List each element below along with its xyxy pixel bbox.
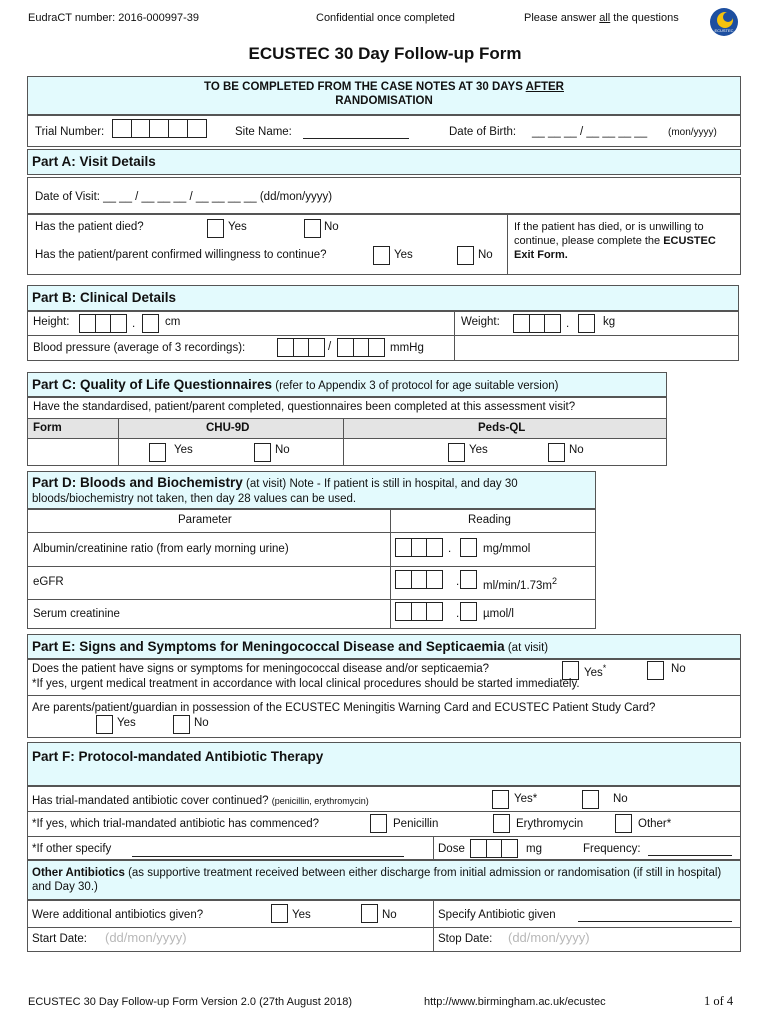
trial-info-row: Trial Number: Site Name: Date of Birth: __ __ __ / __ __ __ __ (mon/yyyy) xyxy=(27,115,741,147)
exit-form-note: If the patient has died, or is unwilling to continue, please complete the ECUSTEC Exit Form. xyxy=(514,221,716,261)
part-c-table: Have the standardised, patient/parent completed, questionnaires been completed at this assessment visit? Form CHU-9D Peds-QL Yes No Yes No xyxy=(27,397,667,466)
stop-date-input[interactable]: (dd/mon/yyyy) xyxy=(508,930,590,945)
other-antibiotics-header: Other Antibiotics (as supportive treatment received between either discharge from initial admission or randomisation (if still in hospital) and Day 30.) xyxy=(27,860,741,900)
additional-yes-checkbox[interactable] xyxy=(271,904,288,923)
bp-diastolic-input[interactable] xyxy=(337,338,385,357)
albumin-decimal-input[interactable] xyxy=(460,538,477,557)
part-a-questions: Has the patient died? Yes No Has the patient/parent confirmed willingness to continue? Yes No If the patient has died, or is unwilling to continue, please complete the ECUSTEC Exit Form. xyxy=(27,214,741,275)
start-date-input[interactable]: (dd/mon/yyyy) xyxy=(105,930,187,945)
height-integer-input[interactable] xyxy=(79,314,127,333)
part-b-body: Height: . cm Weight: . kg Blood pressure (average of 3 recordings): / mmHg xyxy=(27,311,739,361)
dose-input[interactable] xyxy=(470,839,518,858)
other-specify-input[interactable] xyxy=(132,844,404,857)
bp-systolic-input[interactable] xyxy=(277,338,325,357)
part-e-header: Part E: Signs and Symptoms for Meningococcal Disease and Septicaemia (at visit) xyxy=(27,634,741,659)
part-d-header: Part D: Bloods and Biochemistry (at visit) Note - If patient is still in hospital, and day 30 bloods/biochemistry not taken, then day 28 values can be used. xyxy=(27,471,596,509)
part-f-header: Part F: Protocol-mandated Antibiotic Therapy xyxy=(27,742,741,786)
pedsql-yes-checkbox[interactable] xyxy=(448,443,465,462)
creatinine-integer-input[interactable] xyxy=(395,602,443,621)
weight-integer-input[interactable] xyxy=(513,314,561,333)
specify-antibiotic-input[interactable] xyxy=(578,908,732,922)
card-yes-checkbox[interactable] xyxy=(96,715,113,734)
eudract-number: EudraCT number: 2016-000997-39 xyxy=(28,12,200,24)
antibiotic-no-checkbox[interactable] xyxy=(582,790,599,809)
footer-url: http://www.birmingham.ac.uk/ecustec xyxy=(424,996,606,1008)
frequency-input[interactable] xyxy=(648,843,732,856)
albumin-integer-input[interactable] xyxy=(395,538,443,557)
chu9d-yes-checkbox[interactable] xyxy=(149,443,166,462)
antibiotic-yes-checkbox[interactable] xyxy=(492,790,509,809)
creatinine-decimal-input[interactable] xyxy=(460,602,477,621)
footer-version: ECUSTEC 30 Day Follow-up Form Version 2.0 (27th August 2018) xyxy=(28,996,353,1008)
dob-input[interactable]: __ __ __ / __ __ __ __ xyxy=(532,126,648,138)
trial-number-input[interactable] xyxy=(112,119,207,138)
confidential-note: Confidential once completed xyxy=(316,12,455,24)
ecustec-logo xyxy=(710,8,738,36)
part-a-header: Part A: Visit Details xyxy=(27,149,741,175)
date-of-visit-input[interactable]: Date of Visit: __ __ / __ __ __ / __ __ __ __ (dd/mon/yyyy) xyxy=(35,191,333,203)
page-number: 1 of 4 xyxy=(704,994,734,1008)
part-c-header: Part C: Quality of Life Questionnaires (refer to Appendix 3 of protocol for age suitable version) xyxy=(27,372,667,397)
egfr-decimal-input[interactable] xyxy=(460,570,477,589)
part-d-table: Parameter Reading Albumin/creatinine ratio (from early morning urine) . mg/mmol eGFR . $ml/\min/1.73m^2$ Serum creatinine . µmol/l xyxy=(27,509,596,629)
other-antibiotics-body: Were additional antibiotics given? Yes No Specify Antibiotic given Start Date: (dd/mon/yyyy) Stop Date: (dd/mon/yyyy) xyxy=(27,900,741,952)
additional-no-checkbox[interactable] xyxy=(361,904,378,923)
penicillin-checkbox[interactable] xyxy=(370,814,387,833)
weight-decimal-input[interactable] xyxy=(578,314,595,333)
died-yes-checkbox[interactable] xyxy=(207,219,224,238)
svg-text:ECUSTEC: ECUSTEC xyxy=(714,28,734,33)
site-name-input[interactable] xyxy=(303,125,409,139)
continue-yes-checkbox[interactable] xyxy=(373,246,390,265)
pedsql-no-checkbox[interactable] xyxy=(548,443,565,462)
symptoms-no-checkbox[interactable] xyxy=(647,661,664,680)
egfr-integer-input[interactable] xyxy=(395,570,443,589)
visit-date-row xyxy=(27,177,741,214)
part-e-body: Does the patient have signs or symptoms for meningococcal disease and/or septicaemia? Yes* No *If yes, urgent medical treatment in accordance with local clinical procedures should be started immediately. Are parents/patient/guardian in possession of the ECUSTEC Meningitis Warning Card and ECUSTEC Patient Study Card? Yes No xyxy=(27,659,741,738)
erythromycin-checkbox[interactable] xyxy=(493,814,510,833)
param-albumin: Albumin/creatinine ratio (from early morning urine) xyxy=(33,543,289,555)
answer-all-note: Please answer all the questions xyxy=(524,12,679,24)
param-creatinine: Serum creatinine xyxy=(33,608,120,620)
height-decimal-input[interactable] xyxy=(142,314,159,333)
part-f-body: Has trial-mandated antibiotic cover continued? (penicillin, erythromycin) Yes* No *If yes, which trial-mandated antibiotic has commenced? Penicillin Erythromycin Other* *If other specify Dose mg Frequency: xyxy=(27,786,741,860)
part-b-header: Part B: Clinical Details xyxy=(27,285,739,311)
logo-icon xyxy=(710,8,738,36)
died-no-checkbox[interactable] xyxy=(304,219,321,238)
card-no-checkbox[interactable] xyxy=(173,715,190,734)
param-egfr: eGFR xyxy=(33,576,64,588)
chu9d-no-checkbox[interactable] xyxy=(254,443,271,462)
completion-banner: TO BE COMPLETED FROM THE CASE NOTES AT 30 DAYS AFTER RANDOMISATION xyxy=(27,76,741,115)
continue-no-checkbox[interactable] xyxy=(457,246,474,265)
other-antibiotic-checkbox[interactable] xyxy=(615,814,632,833)
page-title: ECUSTEC 30 Day Follow-up Form xyxy=(248,44,522,63)
